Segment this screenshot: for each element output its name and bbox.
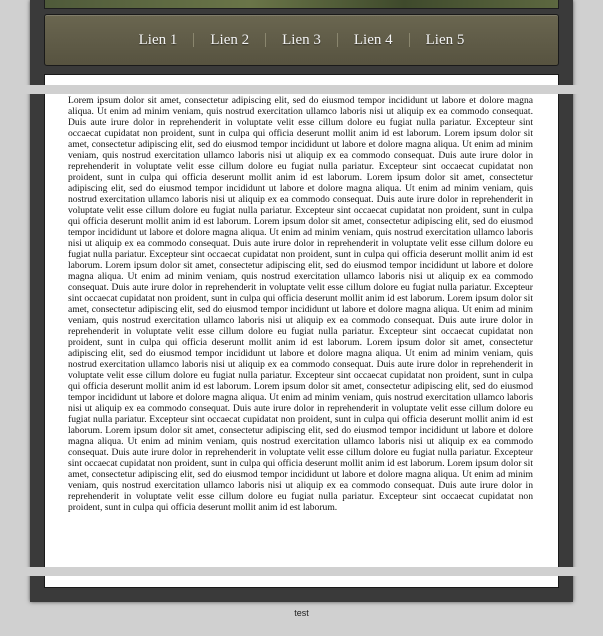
nav-link-3[interactable]: Lien 3 (282, 31, 321, 48)
header-banner-image (44, 0, 559, 9)
body-text: Lorem ipsum dolor sit amet, consectetur adipiscing elit, sed do eiusmod tempor incididunt ut labore et dolore magna aliqua. Ut enim ad minim veniam, quis nostrud exercitation ullamco laboris nisi ut aliquip ex ea commodo consequat. Duis aute irure dolor in reprehenderit in voluptate velit esse cillum dolore eu fugiat nulla pariatur. Excepteur sint occaecat cupidatat non proident, sunt in culpa qui officia deserunt mollit anim id est laborum. Lorem ipsum dolor sit amet, consectetur adipiscing elit, sed do eiusmod tempor incididunt ut labore et dolore magna aliqua. Ut enim ad minim veniam, quis nostrud exercitation ullamco laboris nisi ut aliquip ex ea commodo consequat. Duis aute irure dolor in reprehenderit in voluptate velit esse cillum dolore eu fugiat nulla pariatur. Excepteur sint occaecat cupidatat non proident, sunt in culpa qui officia deserunt mollit anim id est laborum. Lorem ipsum dolor sit amet, consectetur adipiscing elit, sed do eiusmod tempor incididunt ut labore et dolore magna aliqua. Ut enim ad minim veniam, quis nostrud exercitation ullamco laboris nisi ut aliquip ex ea commodo consequat. Duis aute irure dolor in reprehenderit in voluptate velit esse cillum dolore eu fugiat nulla pariatur. Excepteur sint occaecat cupidatat non proident, sunt in culpa qui officia deserunt mollit anim id est laborum. Lorem ipsum dolor sit amet, consectetur adipiscing elit, sed do eiusmod tempor incididunt ut labore et dolore magna aliqua. Ut enim ad minim veniam, quis nostrud exercitation ullamco laboris nisi ut aliquip ex ea commodo consequat. Duis aute irure dolor in reprehenderit in voluptate velit esse cillum dolore eu fugiat nulla pariatur. Excepteur sint occaecat cupidatat non proident, sunt in culpa qui officia deserunt mollit anim id est laborum. Lorem ipsum dolor sit amet, consectetur adipiscing elit, sed do eiusmod tempor incididunt ut labore et dolore magna aliqua. Ut enim ad minim veniam, quis nostrud exercitation ullamco laboris nisi ut aliquip ex ea commodo consequat. Duis aute irure dolor in reprehenderit in voluptate velit esse cillum dolore eu fugiat nulla pariatur. Excepteur sint occaecat cupidatat non proident, sunt in culpa qui officia deserunt mollit anim id est laborum. Lorem ipsum dolor sit amet, consectetur adipiscing elit, sed do eiusmod tempor incididunt ut labore et dolore magna aliqua. Ut enim ad minim veniam, quis nostrud exercitation ullamco laboris nisi ut aliquip ex ea commodo consequat. Duis aute irure dolor in reprehenderit in voluptate velit esse cillum dolore eu fugiat nulla pariatur. Excepteur sint occaecat cupidatat non proident, sunt in culpa qui officia deserunt mollit anim id est laborum. Lorem ipsum dolor sit amet, consectetur adipiscing elit, sed do eiusmod tempor incididunt ut labore et dolore magna aliqua. Ut enim ad minim veniam, quis nostrud exercitation ullamco laboris nisi ut aliquip ex ea commodo consequat. Duis aute irure dolor in reprehenderit in voluptate velit esse cillum dolore eu fugiat nulla pariatur. Excepteur sint occaecat cupidatat non proident, sunt in culpa qui officia deserunt mollit anim id est laborum. Lorem ipsum dolor sit amet, consectetur adipiscing elit, sed do eiusmod tempor incididunt ut labore et dolore magna aliqua. Ut enim ad minim veniam, quis nostrud exercitation ullamco laboris nisi ut aliquip ex ea commodo consequat. Duis aute irure dolor in reprehenderit in voluptate velit esse cillum dolore eu fugiat nulla pariatur. Excepteur sint occaecat cupidatat non proident, sunt in culpa qui officia deserunt mollit anim id est laborum. Lorem ipsum dolor sit amet, consectetur adipiscing elit, sed do eiusmod tempor incididunt ut labore et dolore magna aliqua. Ut enim ad minim veniam, quis nostrud exercitation ullamco laboris nisi ut aliquip ex ea commodo consequat. Duis aute irure dolor in reprehenderit in voluptate velit esse cillum dolore eu fugiat nulla pariatur. Excepteur sint occaecat cupidatat non proident, sunt in culpa qui officia deserunt mollit anim id est laborum. Lorem ipsum dolor sit amet, consectetur adipiscing elit, sed do eiusmod tempor incididunt ut labore et dolore magna aliqua. Ut enim ad minim veniam, quis nostrud exercitation ullamco laboris nisi ut aliquip ex ea commodo consequat. Duis aute irure dolor in reprehenderit in voluptate velit esse cillum dolore eu fugiat nulla pariatur. Excepteur sint occaecat cupidatat non proident, sunt in culpa qui officia deserunt mollit anim id est laborum. (68, 95, 533, 513)
nav-link-1[interactable]: Lien 1 (138, 31, 178, 48)
nav-link-5[interactable]: Lien 5 (425, 31, 465, 48)
main-nav (44, 14, 559, 66)
nav-link-2[interactable]: Lien 2 (210, 31, 250, 48)
decorative-stripe-top (24, 85, 579, 94)
decorative-stripe-bottom (24, 567, 579, 576)
nav-link-4[interactable]: Lien 4 (353, 31, 393, 48)
footer-text: test (294, 608, 309, 618)
